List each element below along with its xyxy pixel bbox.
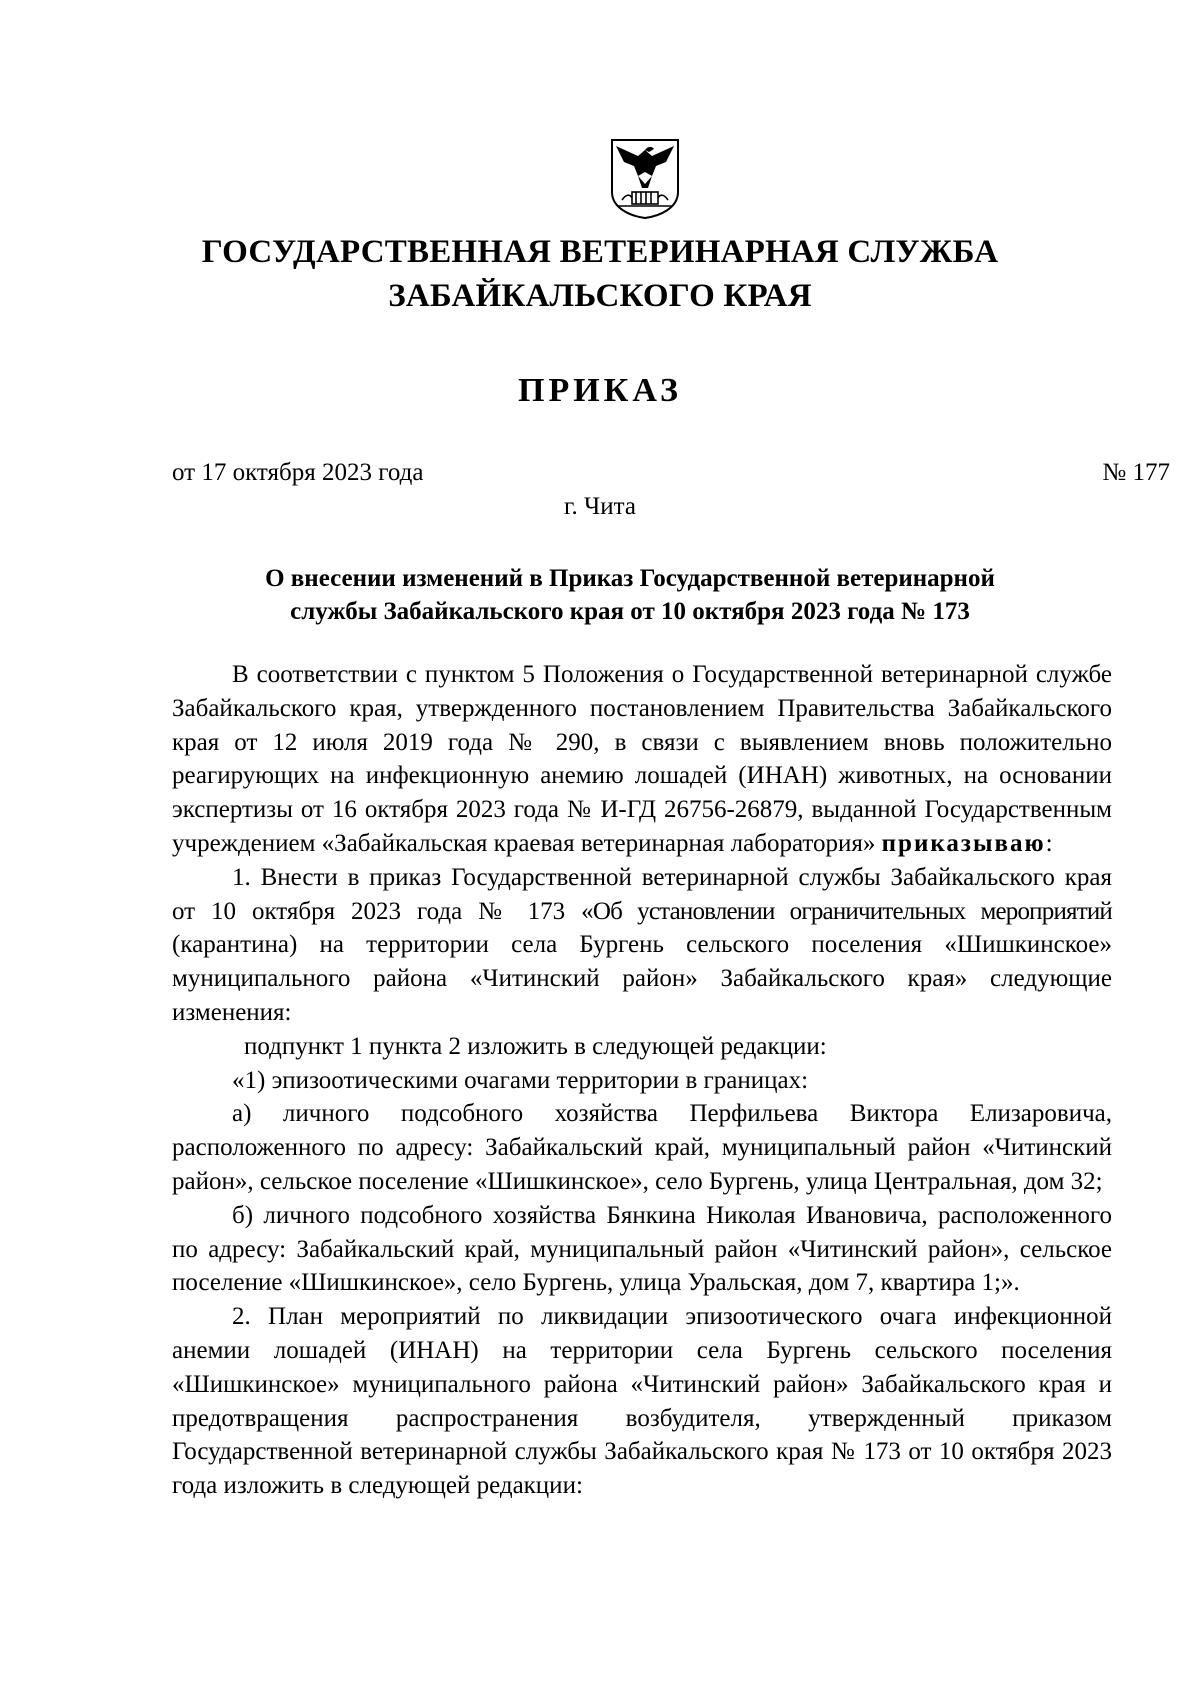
order-city: г. Чита (564, 493, 636, 520)
preamble-paragraph (172, 658, 1112, 861)
organization-name-line-1: ГОСУДАРСТВЕННАЯ ВЕТЕРИНАРНАЯ СЛУЖБА (201, 234, 999, 270)
order-keyword: приказываю (881, 829, 1046, 857)
item-1-paragraph (172, 861, 1112, 1030)
item-1-text-c: (карантина) на территории села Бургень сельского поселения «Шишкинское» муниципального района «Читинский район» Забайкальского края» следующие изменения: (172, 931, 1112, 1026)
order-subject-line-1: О внесении изменений в Приказ Государственной ветеринарной (265, 565, 995, 592)
item-a-paragraph: а) личного подсобного хозяйства Перфильева Виктора Елизаровича, расположенного по адресу: Забайкальский край, муниципальный район «Читинский район», сельское поселение «Шишкинское», село Бургень, улица Центральная, дом 32; (172, 1100, 1112, 1195)
organization-name-line-2: ЗАБАЙКАЛЬСКОГО КРАЯ (388, 278, 812, 314)
order-keyword-colon: : (1045, 829, 1053, 857)
organization-name (160, 230, 1040, 318)
item-1-text-b: «Об установлении ограничительных мероприятий (581, 897, 1113, 925)
preamble-text: В соответствии с пунктом 5 Положения о Государственной ветеринарной службе Забайкальского края, утвержденного постановлением Правительства Забайкальского края от 12 июля 2019 года № 290, в связи с выявлением вновь положительно реагирующих на инфекционную анемию лошадей (ИНАН) животных, на основании экспертизы от 16 октября 2023 года № И-ГД 26756-26879, выданной Государственным учреждением «Забайкальская краевая ветеринарная лаборатория» (172, 661, 1112, 857)
quote-start-paragraph: «1) эпизоотическими очагами территории в границах: (232, 1066, 809, 1094)
coat-of-arms-emblem (608, 136, 682, 220)
item-1-text-a: 1. Внести в приказ Государственной ветеринарной службы Забайкальского края от 10 октября 2023 года № 173 (172, 863, 1112, 925)
order-subject (200, 562, 1060, 628)
order-number: № 177 (1102, 459, 1170, 486)
order-date: от 17 октября 2023 года (172, 459, 424, 486)
order-subject-line-2: службы Забайкальского края от 10 октября 2023 года № 173 (290, 598, 970, 625)
item-b-paragraph: б) личного подсобного хозяйства Бянкина Николая Ивановича, расположенного по адресу: Забайкальский край, муниципальный район «Читинский район», сельское поселение «Шишкинское», село Бургень, улица Уральская, дом 7, квартира 1;». (172, 1201, 1112, 1297)
document-type-title: ПРИКАЗ (518, 372, 682, 409)
item-2-paragraph: 2. План мероприятий по ликвидации эпизоотического очага инфекционной анемии лошадей (ИНАН) на территории села Бургень сельского поселения «Шишкинское» муниципального района «Читинский район» Забайкальского края и предотвращения распространения возбудителя, утвержденный приказом Государственной ветеринарной службы Забайкальского края № 173 от 10 октября 2023 года изложить в следующей редакции: (172, 1303, 1112, 1500)
subitem-paragraph: подпункт 1 пункта 2 изложить в следующей редакции: (244, 1032, 827, 1060)
order-body (172, 658, 1112, 1503)
